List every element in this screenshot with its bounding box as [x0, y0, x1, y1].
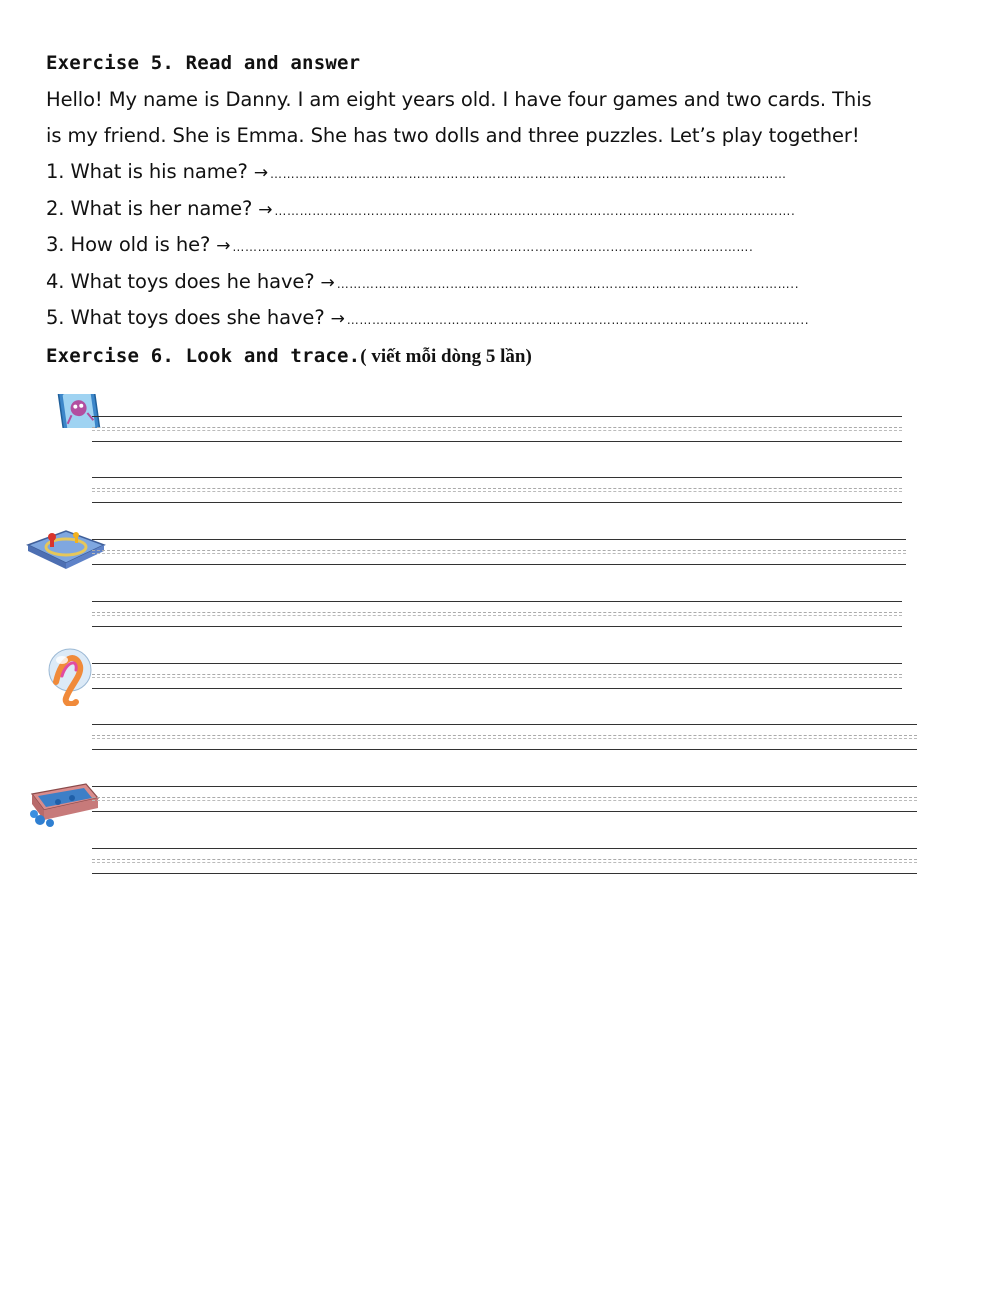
- arrow-icon: →: [258, 200, 273, 220]
- answer-blank[interactable]: …………………………………………………………………………………………………………….: [274, 204, 796, 218]
- exercise6-title: [46, 345, 532, 368]
- puzzle-box-icon: [28, 780, 100, 828]
- tracing-line[interactable]: [92, 724, 917, 750]
- answer-blank[interactable]: ……………………………………………………………………………………………………………: [269, 167, 787, 181]
- arrow-icon: →: [253, 163, 268, 183]
- answer-blank[interactable]: ………………………………………………………………………………………………..: [336, 277, 800, 291]
- marble-icon: [46, 646, 94, 706]
- question-2: [46, 197, 795, 220]
- question-text: 1. What is his name?: [46, 160, 248, 183]
- tracing-line[interactable]: [92, 786, 917, 812]
- exercise6-instruction: ( viết mỗi dòng 5 lần): [360, 346, 532, 367]
- question-5: [46, 306, 809, 329]
- exercise6-heading: Exercise 6. Look and trace.: [46, 345, 361, 367]
- arrow-icon: →: [320, 273, 335, 293]
- tracing-line[interactable]: [92, 477, 902, 503]
- question-text: 5. What toys does she have?: [46, 306, 325, 329]
- reading-paragraph-line: is my friend. She is Emma. She has two dolls and three puzzles. Let’s play together!: [46, 124, 860, 147]
- tracing-line[interactable]: [92, 601, 902, 627]
- tracing-line[interactable]: [92, 663, 902, 689]
- exercise5-title: Exercise 5. Read and answer: [46, 52, 361, 74]
- question-1: [46, 160, 787, 183]
- answer-blank[interactable]: …………………………………………………………………………………………………………….: [232, 240, 754, 254]
- reading-paragraph-line: Hello! My name is Danny. I am eight years old. I have four games and two cards. This: [46, 88, 872, 111]
- question-text: 3. How old is he?: [46, 233, 211, 256]
- question-3: [46, 233, 753, 256]
- tracing-line[interactable]: [92, 416, 902, 442]
- tracing-line[interactable]: [92, 848, 917, 874]
- answer-blank[interactable]: ………………………………………………………………………………………………..: [346, 313, 810, 327]
- question-text: 2. What is her name?: [46, 197, 253, 220]
- tracing-line[interactable]: [92, 539, 906, 565]
- question-text: 4. What toys does he have?: [46, 270, 315, 293]
- arrow-icon: →: [330, 309, 345, 329]
- arrow-icon: →: [216, 236, 231, 256]
- question-4: [46, 270, 799, 293]
